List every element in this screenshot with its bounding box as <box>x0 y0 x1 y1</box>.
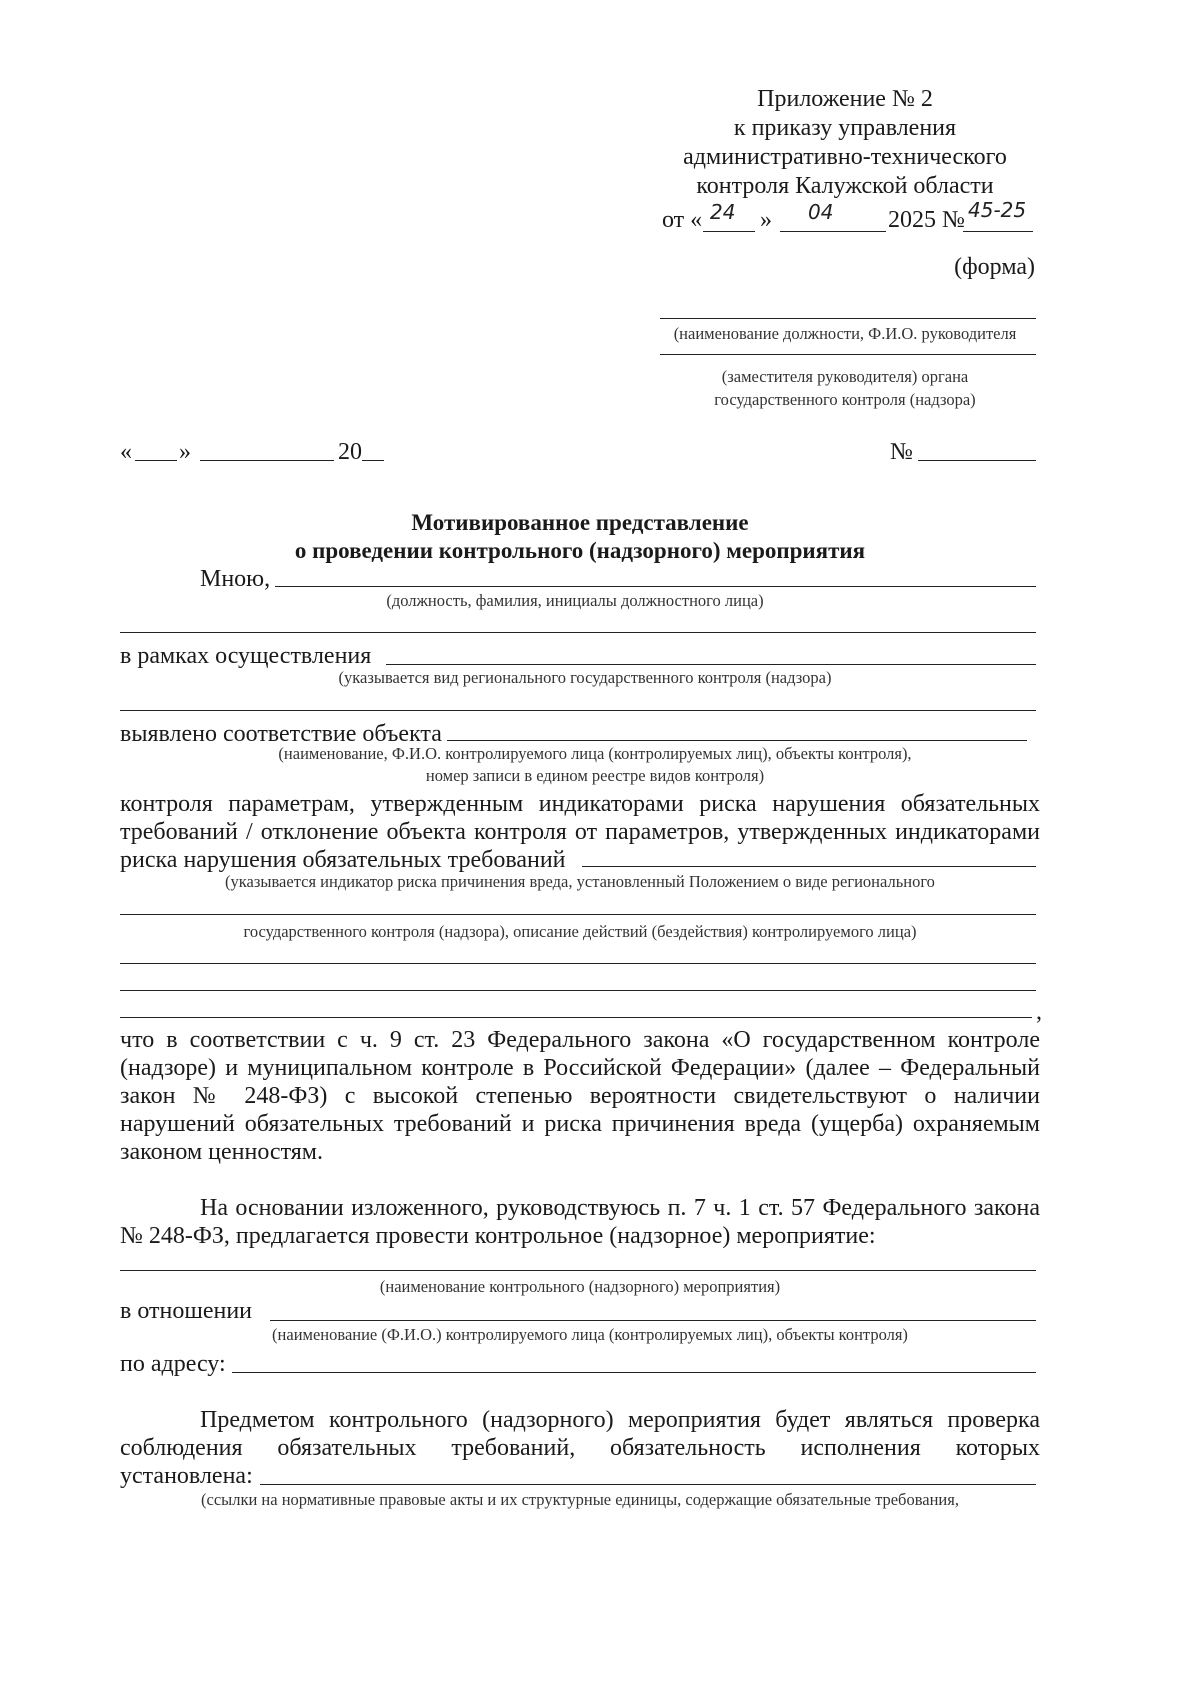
within-label: в рамках осуществления <box>120 643 372 669</box>
indicator-line-5 <box>120 1017 1032 1018</box>
appendix-line-4: контроля Калужской области <box>696 173 994 199</box>
by-me-caption: (должность, фамилия, инициалы должностного лица) <box>386 591 764 610</box>
revealed-caption-1: (наименование, Ф.И.О. контролируемого лица (контролируемых лиц), объекты контроля), <box>278 744 912 763</box>
regarding-label: в отношении <box>120 1298 253 1324</box>
dateline-day-line <box>135 460 177 461</box>
within-line-2 <box>120 710 1036 711</box>
indicator-comma: , <box>1036 999 1042 1025</box>
para3-line-2: № 248-ФЗ, предлагается провести контрольное (надзорное) мероприятие: <box>120 1223 876 1249</box>
addressee-caption-2: (заместителя руководителя) органа <box>721 367 969 386</box>
event-line <box>120 1270 1036 1271</box>
para2-line-3: закон № 248-ФЗ) с высокой степенью вероятности свидетельствуют о наличии <box>120 1083 1040 1109</box>
revealed-label: выявлено соответствие объекта <box>120 721 442 747</box>
date-day-line <box>703 231 755 232</box>
date-month-handwritten: 04 <box>808 200 834 224</box>
para1-line-1: контроля параметрам, утвержденным индикаторами риска нарушения обязательных <box>120 791 1040 817</box>
requirements-line <box>260 1484 1036 1485</box>
within-line <box>386 664 1036 665</box>
para4-line-1: Предметом контрольного (надзорного) мероприятия будет являться проверка <box>200 1407 1040 1433</box>
regarding-caption: (наименование (Ф.И.О.) контролируемого лица (контролируемых лиц), объекты контроля) <box>272 1325 908 1344</box>
dateline-number-sign: № <box>890 439 913 465</box>
address-label: по адресу: <box>120 1351 226 1377</box>
date-month-line <box>780 231 886 232</box>
para3-line-1: На основании изложенного, руководствуюсь п. 7 ч. 1 ст. 57 Федерального закона <box>200 1195 1040 1221</box>
by-me-line <box>275 586 1036 587</box>
document-title-line-1: Мотивированное представление <box>411 510 749 535</box>
dateline-year: 20 <box>338 439 362 465</box>
para4-line-2: соблюдения обязательных требований, обязательность исполнения которых <box>120 1435 1040 1461</box>
addressee-line-1 <box>660 318 1036 319</box>
appendix-line-2: к приказу управления <box>733 115 957 141</box>
revealed-caption-2: номер записи в едином реестре видов контроля) <box>425 766 765 785</box>
para2-line-4: нарушений обязательных требований и риска причинения вреда (ущерба) охраняемым <box>120 1111 1040 1137</box>
indicator-line <box>582 866 1036 867</box>
date-day-handwritten: 24 <box>710 200 736 224</box>
para2-line-1: что в соответствии с ч. 9 ст. 23 Федерального закона «О государственном контроле <box>120 1027 1040 1053</box>
by-me-line-2 <box>120 632 1036 633</box>
indicator-line-2 <box>120 914 1036 915</box>
order-number-handwritten: 45-25 <box>968 198 1027 222</box>
indicator-caption-1: (указывается индикатор риска причинения вреда, установленный Положением о виде регионального <box>225 872 935 891</box>
addressee-caption-1: (наименование должности, Ф.И.О. руководителя <box>673 324 1017 343</box>
form-label: (форма) <box>954 254 1035 280</box>
address-line <box>232 1372 1036 1373</box>
para1-line-2: требований / отклонение объекта контроля от параметров, утвержденных индикаторами <box>120 819 1040 845</box>
regarding-line <box>270 1320 1036 1321</box>
refs-caption: (ссылки на нормативные правовые акты и их структурные единицы, содержащие обязательные требования, <box>201 1490 959 1509</box>
para2-line-5: законом ценностям. <box>120 1139 323 1165</box>
revealed-line <box>447 740 1027 741</box>
event-caption: (наименование контрольного (надзорного) мероприятия) <box>379 1277 781 1296</box>
dateline-open-quote: « <box>120 439 132 465</box>
dateline-close-quote: » <box>179 439 191 465</box>
indicator-caption-2: государственного контроля (надзора), описание действий (бездействия) контролируемого лица) <box>243 922 917 941</box>
within-caption: (указывается вид регионального государственного контроля (надзора) <box>338 668 832 687</box>
by-me-label: Мною, <box>200 566 271 592</box>
document-title-line-2: о проведении контрольного (надзорного) мероприятия <box>294 538 866 563</box>
addressee-line-2 <box>660 354 1036 355</box>
appendix-line-3: административно-технического <box>683 144 1007 170</box>
addressee-caption-3: государственного контроля (надзора) <box>714 390 976 409</box>
para1-line-3: риска нарушения обязательных требований <box>120 847 566 873</box>
date-year: 2025 № <box>888 207 965 233</box>
dateline-month-line <box>200 460 334 461</box>
dateline-year-line <box>362 460 384 461</box>
date-mid: » <box>760 207 772 233</box>
date-prefix: от « <box>662 207 703 233</box>
dateline-number-line <box>918 460 1036 461</box>
appendix-title: Приложение № 2 <box>757 86 933 112</box>
indicator-line-3 <box>120 963 1036 964</box>
para2-line-2: (надзоре) и муниципальном контроле в Российской Федерации» (далее – Федеральный <box>120 1055 1040 1081</box>
order-number-line <box>963 231 1033 232</box>
para4-line-3: установлена: <box>120 1463 253 1489</box>
indicator-line-4 <box>120 990 1036 991</box>
